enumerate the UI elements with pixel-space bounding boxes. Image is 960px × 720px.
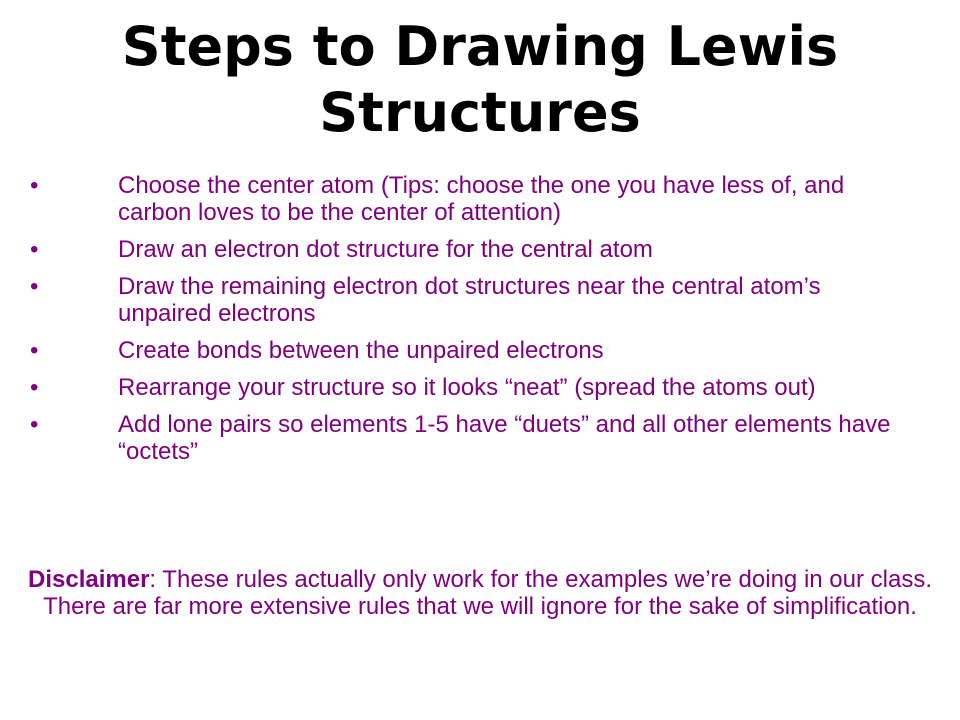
- step-item: [30, 172, 910, 226]
- step-text: Choose the center atom (Tips: choose the one you have less of, and carbon loves to be the center of attention): [118, 172, 845, 226]
- step-text: Draw the remaining electron dot structures near the central atom’s unpaired electrons: [118, 273, 821, 327]
- bullet-icon: •: [30, 236, 39, 263]
- step-text: Add lone pairs so elements 1-5 have “duets” and all other elements have “octets”: [118, 411, 891, 465]
- step-item: [30, 236, 910, 263]
- step-text: Rearrange your structure so it looks “neat” (spread the atoms out): [118, 374, 816, 401]
- bullet-icon: •: [30, 273, 39, 300]
- step-text: Create bonds between the unpaired electrons: [118, 337, 604, 364]
- bullet-icon: •: [30, 411, 39, 438]
- disclaimer-text: : These rules actually only work for the examples we’re doing in our class. There are far more extensive rules that we will ignore for the sake of simplification.: [43, 566, 932, 620]
- step-item: [30, 411, 910, 465]
- steps-list: [30, 172, 910, 475]
- step-item: [30, 337, 910, 364]
- bullet-icon: •: [30, 172, 39, 199]
- disclaimer: [20, 566, 940, 620]
- step-text: Draw an electron dot structure for the central atom: [118, 236, 653, 263]
- bullet-icon: •: [30, 374, 39, 401]
- disclaimer-label: Disclaimer: [28, 566, 150, 593]
- step-item: [30, 273, 910, 327]
- slide-title: Steps to Drawing Lewis Structures: [121, 15, 839, 144]
- bullet-icon: •: [30, 337, 39, 364]
- step-item: [30, 374, 910, 401]
